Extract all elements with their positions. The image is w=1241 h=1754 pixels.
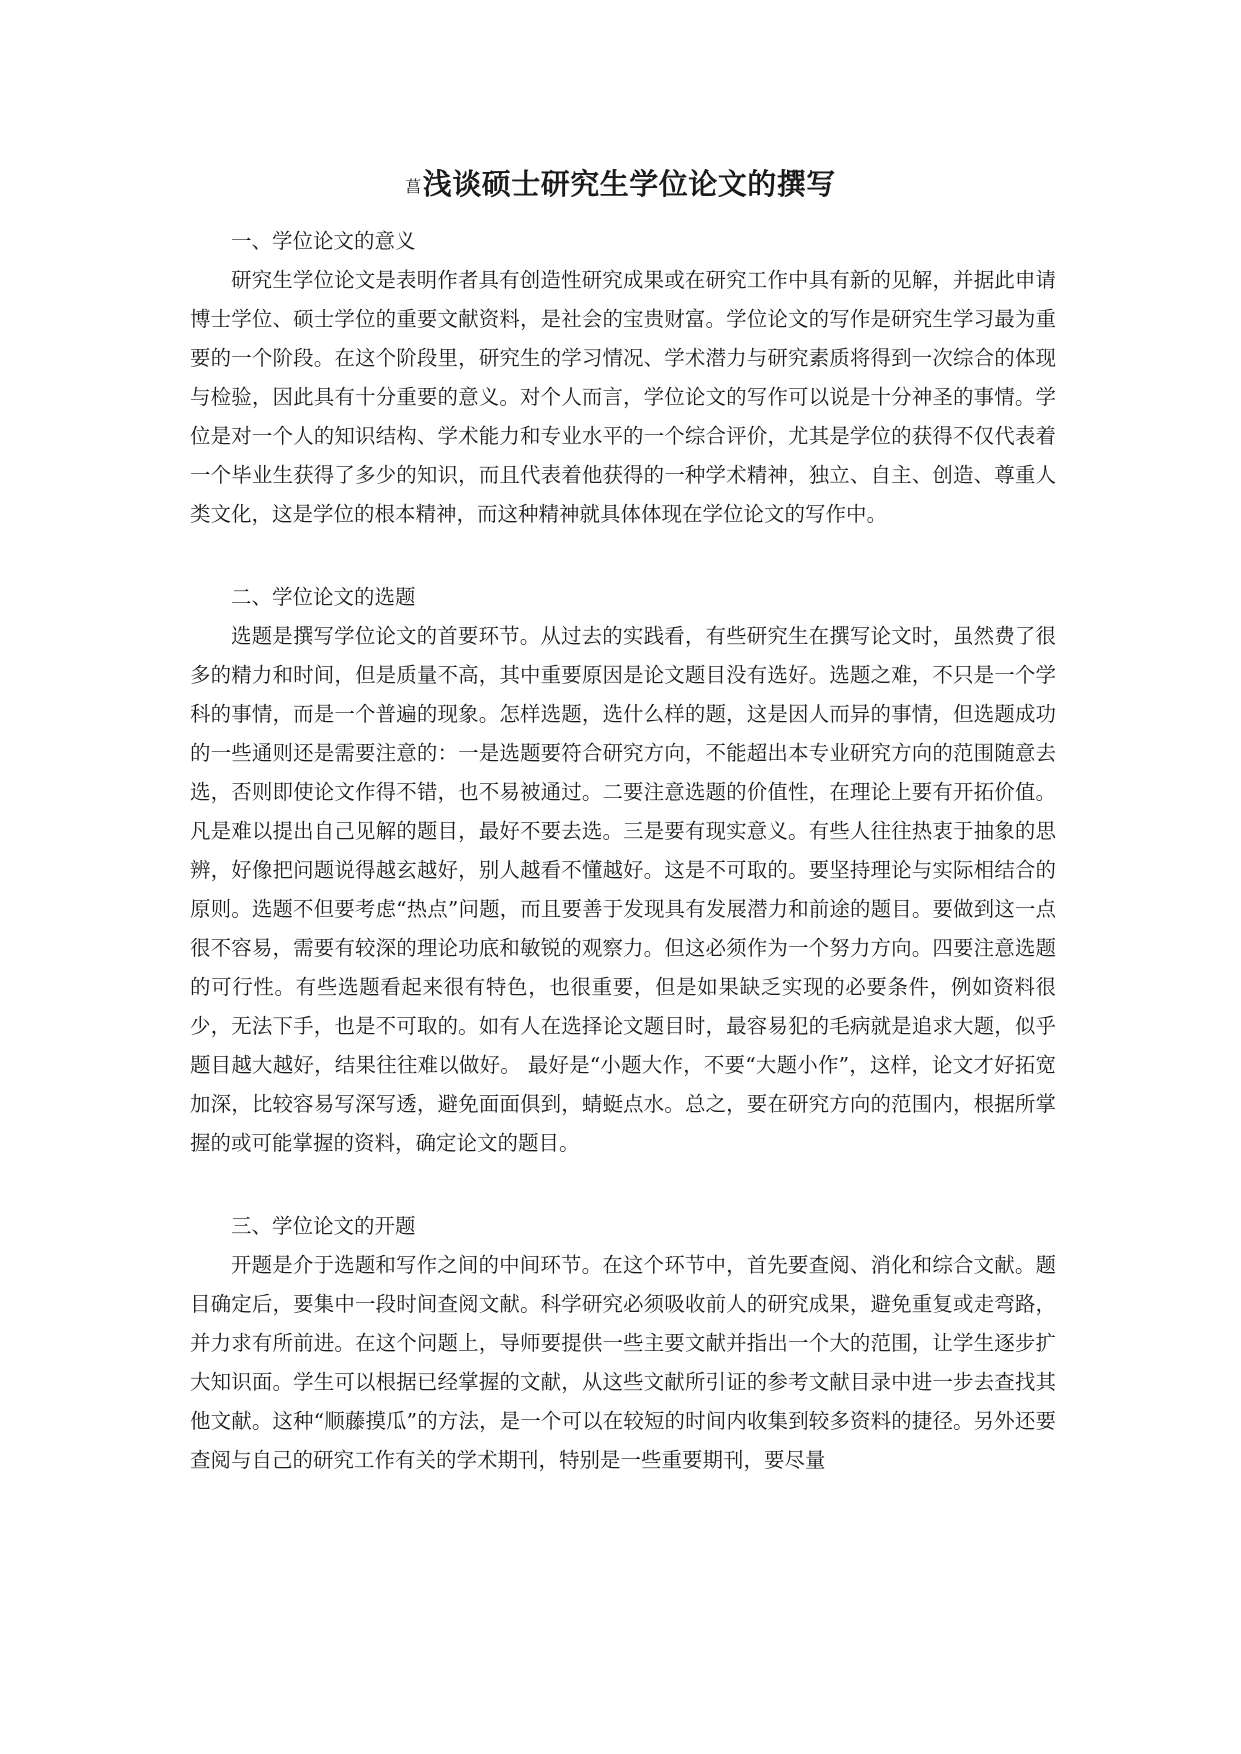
section-heading-3: 三、学位论文的开题 <box>231 1214 416 1238</box>
section-paragraph-1: 研究生学位论文是表明作者具有创造性研究成果或在研究工作中具有新的见解，并据此申请博士学位、硕士学位的重要文献资料，是社会的宝贵财富。学位论文的写作是研究生学习最为重要的一个阶段。在这个阶段里，研究生的学习情况、学术潜力与研究素质将得到一次综合的体现与检验，因此具有十分重要的意义。对个人而言，学位论文的写作可以说是十分神圣的事情。学位是对一个人的知识结构、学术能力和专业水平的一个综合评价，尤其是学位的获得不仅代表着一个毕业生获得了多少的知识，而且代表着他获得的一种学术精神，独立、自主、创造、尊重人类文化，这是学位的根本精神，而这种精神就具体体现在学位论文的写作中。 <box>190 268 1056 526</box>
section-spacer <box>190 534 1056 578</box>
title-mark: 菖 <box>405 177 422 196</box>
document-title <box>0 162 1241 203</box>
section-paragraph-3: 开题是介于选题和写作之间的中间环节。在这个环节中，首先要查阅、消化和综合文献。题目确定后，要集中一段时间查阅文献。科学研究必须吸收前人的研究成果，避免重复或走弯路，并力求有所前进。在这个问题上，导师要提供一些主要文献并指出一个大的范围，让学生逐步扩大知识面。学生可以根据已经掌握的文献，从这些文献所引证的参考文献目录中进一步去查找其他文献。这种“顺藤摸瓜”的方法，是一个可以在较短的时间内收集到较多资料的捷径。另外还要查阅与自己的研究工作有关的学术期刊，特别是一些重要期刊，要尽量 <box>190 1253 1056 1472</box>
section-heading-2: 二、学位论文的选题 <box>231 585 416 609</box>
document-body <box>190 222 1056 1480</box>
section-heading-1: 一、学位论文的意义 <box>231 229 416 253</box>
section-spacer <box>190 1163 1056 1207</box>
section-paragraph-2: 选题是撰写学位论文的首要环节。从过去的实践看，有些研究生在撰写论文时，虽然费了很多的精力和时间，但是质量不高，其中重要原因是论文题目没有选好。选题之难，不只是一个学科的事情，而是一个普遍的现象。怎样选题，选什么样的题，这是因人而异的事情，但选题成功的一些通则还是需要注意的：一是选题要符合研究方向，不能超出本专业研究方向的范围随意去选，否则即使论文作得不错，也不易被通过。二要注意选题的价值性，在理论上要有开拓价值。凡是难以提出自己见解的题目，最好不要去选。三是要有现实意义。有些人往往热衷于抽象的思辨，好像把问题说得越玄越好，别人越看不懂越好。这是不可取的。要坚持理论与实际相结合的原则。选题不但要考虑“热点”问题，而且要善于发现具有发展潜力和前途的题目。要做到这一点很不容易，需要有较深的理论功底和敏锐的观察力。但这必须作为一个努力方向。四要注意选题的可行性。有些选题看起来很有特色，也很重要，但是如果缺乏实现的必要条件，例如资料很少，无法下手，也是不可取的。如有人在选择论文题目时，最容易犯的毛病就是追求大题，似乎题目越大越好，结果往往难以做好。 最好是“小题大作，不要“大题小作”，这样，论文才好拓宽加深，比较容易写深写透，避免面面俱到，蜻蜓点水。总之，要在研究方向的范围内，根据所掌握的或可能掌握的资料，确定论文的题目。 <box>190 624 1056 1155</box>
title-text: 浅谈硕士研究生学位论文的撰写 <box>422 167 836 201</box>
